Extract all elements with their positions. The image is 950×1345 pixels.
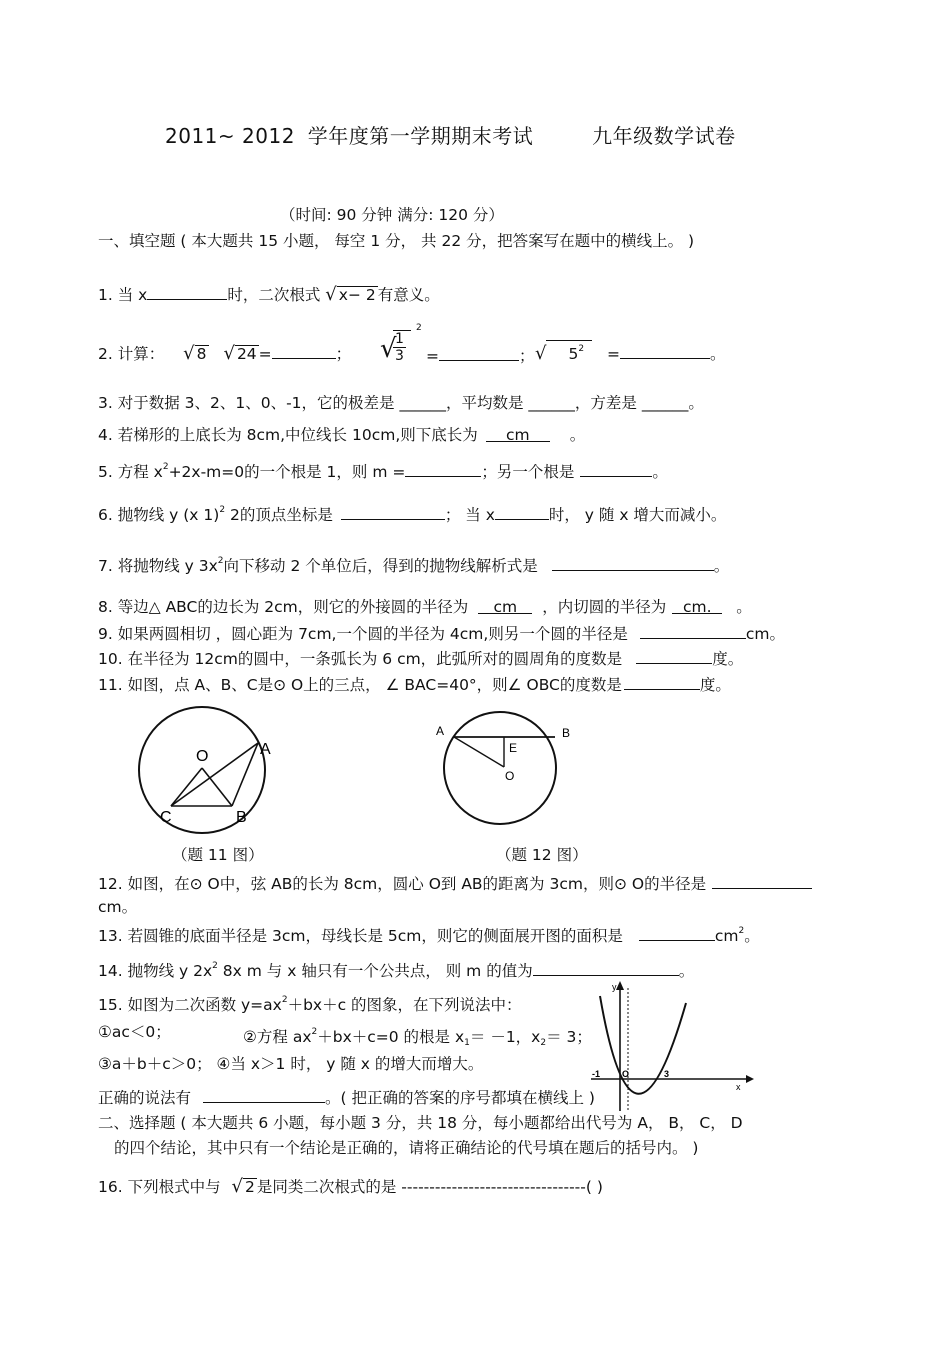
q2-r5: 5 [568,345,579,363]
section-2-heading: 二、选择题 ( 本大题共 6 小题，每小题 3 分，共 18 分，每小题都给出代号为 A， B， C， D [98,1114,743,1132]
q15-answer-note: 。( 把正确的答案的序号都填在横线上 ) [325,1089,595,1107]
q6-text: 6. 抛物线 y (x 1) [98,506,220,524]
q8-unit-2: cm. [683,598,712,616]
q1-text: 1. 当 x [98,286,148,304]
label-o: O [505,769,515,783]
q2-eq-2: = [426,347,439,365]
exam-title [165,126,736,146]
question-15: 15. 如图为二次函数 $y=ax^2+bx+c$ 的图象，在下列说法中： [98,995,522,1014]
q4-text: 4. 若梯形的上底长为 8cm,中位线长 10cm,则下底长为 [98,426,478,444]
label-b: B [236,809,247,826]
q2-end: 。 [710,345,726,363]
label-a: A [436,724,445,738]
q5-text: 5. 方程 x [98,463,163,481]
q2-square-2: 2 [578,344,585,354]
q8-unit-1: cm [493,598,518,616]
q15-answer-label: 正确的说法有 [98,1089,192,1107]
q2-square-1: 2 [416,323,422,333]
label-o: O [196,748,209,765]
exam-meta: （时间: 90 分钟 满分: 120 分） [280,206,504,224]
q10-blank[interactable] [636,647,712,664]
q10-text: 10. 在半径为 12cm的圆中，一条弧长为 6 cm，此弧所对的圆周角的度数是 [98,650,623,668]
q11-text: 11. 如图，点 A、B、C是⊙ O上的三点， ∠ BAC=40°，则∠ OBC的度数是 [98,676,622,694]
q6-text-c: ； 当 x [444,506,495,524]
q14-blank[interactable] [533,959,679,976]
q6-text-d: 时， y 随 x 增大而减小。 [548,506,727,524]
q13-end: 。 [744,927,760,945]
q2-blank-3[interactable] [620,342,710,359]
question-9 [98,622,785,644]
q13-unit: cm [714,927,739,945]
q4-end: 。 [569,426,586,444]
q2-eq: = [258,345,272,363]
question-14: 14. 抛物线 y $2x^2$ 8x m 与 x 轴只有一个公共点， 则 m 的值为 。 [98,961,695,980]
question-7: 7. 将抛物线 y $3x^2$向下移动 2 个单位后，得到的抛物线解析式是 。 [98,556,730,575]
q4-unit: cm [505,426,530,444]
q8-blank-2[interactable] [672,597,722,614]
q11-blank[interactable] [624,673,700,690]
q2-semi: ； [335,345,352,363]
label-x: x [736,1082,741,1092]
q4-blank[interactable] [486,425,550,442]
q8-text-b: ，内切圆的半径为 [542,598,667,616]
q16-text-b: 是同类二次根式的是 ---------------------------------( ) [256,1178,603,1196]
label-three: 3 [664,1069,670,1079]
q15-o2-d: ＝ 3； [546,1028,592,1046]
question-5: 5. 方程 $x^2+2x-m=0$的一个根是 1，则 m = ；另一个根是 。 [98,462,668,481]
radical-icon: √ [380,334,397,364]
q14-text: 14. 抛物线 y 2x [98,962,213,980]
question-11 [98,673,731,695]
radical-icon: √ [223,343,235,364]
parabola-graph [586,978,756,1113]
q6-text-b: 2的顶点坐标是 [225,506,333,524]
q9-unit: cm。 [745,625,785,643]
q12-text: 12. 如图，在⊙ O中，弦 AB的长为 8cm，圆心 O到 AB的距离为 3cm，则⊙ O的半径是 [98,875,707,893]
q2-radicand-3 [546,340,592,363]
section-2-heading-cont: 的四个结论，其中只有一个结论是正确的，请将正确结论的代号填在题后的括号内。 ) [114,1139,699,1157]
figure-11 [130,700,290,840]
q2-blank-2[interactable] [439,344,519,361]
q14-end: 。 [678,962,695,980]
question-8 [98,597,752,617]
title-term: 学年度第一学期期末考试 [307,124,534,148]
fraction-numerator: 1 [395,331,404,347]
figure-12-caption: （题 12 图） [496,846,588,864]
label-e: E [509,741,518,755]
q10-unit: 度。 [712,650,744,668]
q9-blank[interactable] [640,622,746,639]
q1-text-b: 时，二次根式 [227,286,321,304]
radical-icon: √ [325,284,337,305]
question-1 [98,283,440,305]
q15-option-2: ②方程 $ax^2+bx+c=0$ 的根是 $x_1= -1$，$x_2= 3$； [243,1027,592,1048]
q1-radicand: x− 2 [338,286,376,304]
q15-text: 15. 如图为二次函数 y=ax [98,996,282,1014]
q15-o2-a: ②方程 ax [243,1028,312,1046]
q15-text-b: ＋bx＋c 的图象，在下列说法中： [287,996,522,1014]
q15-o2-c: ＝ －1，x [469,1028,541,1046]
question-4 [98,425,585,445]
q6-blank-1[interactable] [341,503,445,520]
q15-o2-b: ＋bx＋c=0 的根是 x [317,1028,465,1046]
label-minus-one: -1 [592,1069,601,1079]
title-years: 2011~ 2012 [165,124,295,148]
question-16 [98,1177,603,1197]
question-10 [98,647,743,669]
q12-unit: cm。 [98,898,138,916]
q15-option-3-4: ③a＋b＋c＞0； ④当 x＞1 时， y 随 x 的增大而增大。 [98,1055,484,1073]
q11-unit: 度。 [699,676,731,694]
label-y: y [612,982,617,992]
question-13 [98,921,760,946]
q2-r24: 24 [236,345,257,363]
q5-blank-2[interactable] [580,460,652,477]
figure-11-caption: （题 11 图） [172,846,264,864]
q13-square: 2 [738,926,745,936]
q5-blank-1[interactable] [405,460,481,477]
q9-text: 9. 如果两圆相切 ，圆心距为 7cm,一个圆的半径为 4cm,则另一个圆的半径是 [98,625,628,643]
y-axis-arrow-icon [616,981,624,990]
q8-blank-1[interactable] [478,597,532,614]
section-1-heading: 一、填空题 ( 本大题共 15 小题， 每空 1 分， 共 22 分，把答案写在题中的横线上。 ) [98,232,695,250]
q15-answer [98,1086,595,1108]
label-b: B [562,726,571,740]
fraction-denominator: 3 [395,348,404,364]
q13-text: 13. 若圆锥的底面半径是 3cm，母线长是 5cm，则它的侧面展开图的面积是 [98,927,623,945]
x-axis-arrow-icon [746,1075,754,1083]
q2-eq-3: = [607,345,621,363]
q8-end: 。 [736,598,752,616]
q16-text: 16. 下列根式中与 [98,1178,221,1196]
label-origin: O [622,1069,630,1079]
q15-option-1: ①ac＜0； [98,1023,171,1041]
radical-icon: √ [231,1176,243,1197]
radical-icon: √ [183,343,195,364]
q1-blank[interactable] [147,283,227,300]
q7-text: 7. 将抛物线 y 3x [98,557,218,575]
q2-part-3 [535,340,726,364]
q5-end: 。 [652,463,668,481]
question-12 [98,872,812,894]
q2-text: 2. 计算： [98,345,165,363]
q2-answer-2 [426,344,535,366]
q2-semi-2: ； [519,347,535,365]
segment-ao [454,737,504,767]
segment-bo [202,768,232,806]
q5-text-b: +2x-m=0的一个根是 1，则 m = [168,463,406,481]
q15-blank[interactable] [203,1086,325,1103]
q7-end: 。 [713,557,730,575]
radical-icon: √ [535,343,547,364]
question-3: 3. 对于数据 3、2、1、0、-1，它的极差是 ______，平均数是 ______，方差是 ______。 [98,394,704,412]
q2-blank-1[interactable] [272,342,336,359]
question-2 [98,342,351,364]
label-a: A [260,741,271,758]
q7-blank[interactable] [552,554,714,571]
q12-blank[interactable] [712,872,812,889]
q6-blank-2[interactable] [495,503,549,520]
q13-blank[interactable] [639,924,715,941]
q8-text: 8. 等边△ ABC的边长为 2cm，则它的外接圆的半径为 [98,598,469,616]
q5-text-c: ；另一个根是 [481,463,575,481]
figure-12 [430,702,590,832]
circle-o [444,712,556,824]
label-c: C [160,809,172,826]
q7-text-b: 向下移动 2 个单位后，得到的抛物线解析式是 [223,557,538,575]
question-6: 6. 抛物线 y (x 1)$^2$ 2的顶点坐标是 ； 当 x 时， y 随 x 增大而减小。 [98,505,727,524]
q14-text-b: 8x m 与 x 轴只有一个公共点， 则 m 的值为 [217,962,533,980]
q2-r8: 8 [196,345,207,363]
q16-radicand: 2 [245,1178,255,1196]
q1-text-c: 有意义。 [377,286,440,304]
title-subject: 九年级数学试卷 [592,124,736,148]
q2-fraction [393,330,411,364]
